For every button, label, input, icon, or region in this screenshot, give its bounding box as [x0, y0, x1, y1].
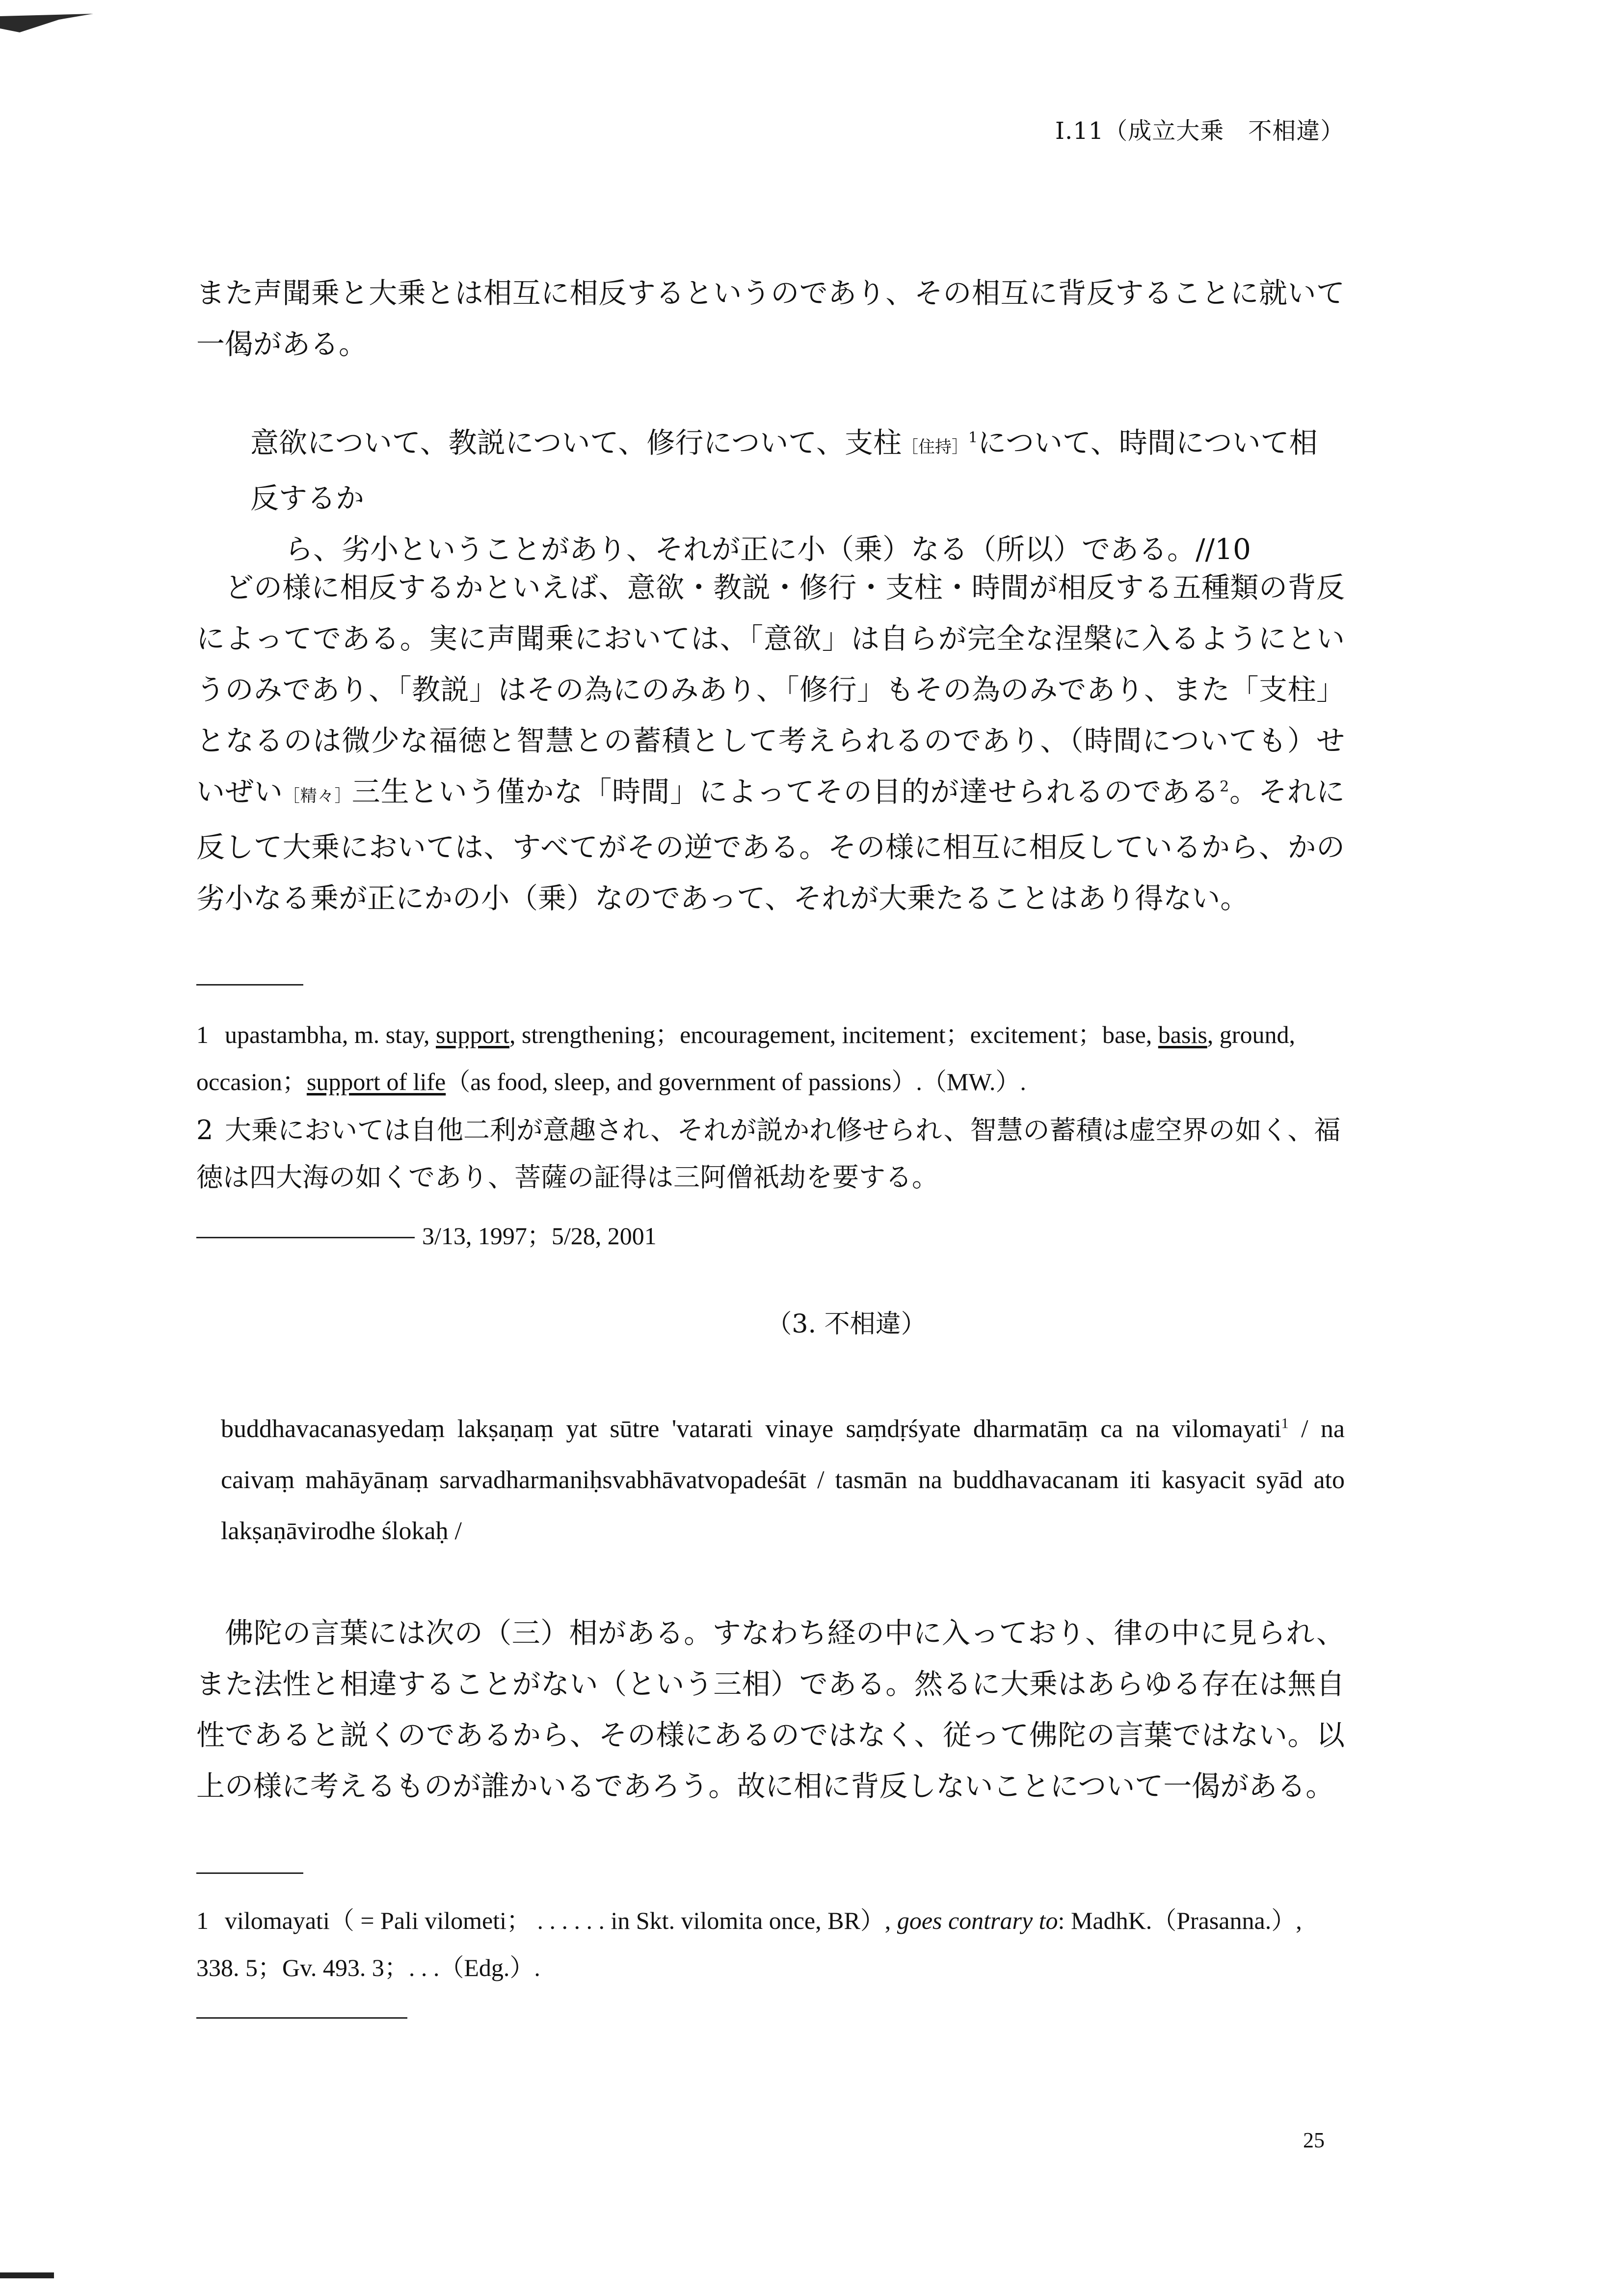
underlined-term: support of life [306, 1068, 446, 1095]
italic-term: goes contrary to [897, 1907, 1058, 1934]
footnote-number: 1 [196, 1021, 209, 1048]
verse-line2: ら、劣小ということがあり、それが正に小（乗）なる（所以）である。//10 [285, 533, 1251, 566]
intro-paragraph: また声聞乗と大乗とは相互に相反するというのであり、その相互に背反することに就いて一偈がある。 [196, 276, 1345, 361]
commentary-part1: どの様に相反するかといえば、意欲・教説・修行・支柱・時間が相反する五種類の背反によってである。実に声聞乗においては、「意欲」は自らが完全な涅槃に入るようにというのみであり、「教説」はその為にのみあり、「修行」もその為のみであり、また「支柱」となるのは微少な福徳と智慧との蓄積として考えられるのであり、（時間についても）せいぜい [196, 571, 1345, 808]
footnote-ref-1b[interactable]: 1 [1281, 1415, 1289, 1432]
end-rule [196, 2017, 407, 2019]
footnote-text: , ground, occasion； [196, 1021, 1295, 1095]
commentary-gloss: ［精々］ [283, 786, 352, 806]
translation-text: 佛陀の言葉には次の（三）相がある。すなわち経の中に入っており、律の中に見られ、また法性と相違することがない（という三相）である。然るに大乗はあらゆる存在は無自性であると説くのであるから、その様にあるのではなく、従って佛陀の言葉ではない。以上の様に考えるものが誰かいるであろう。故に相に背反しないことについて一偈がある。 [196, 1616, 1345, 1803]
footnote-text: , strengthening；encouragement, incitement；excitement；base, [509, 1021, 1158, 1048]
footnote-ref-1[interactable]: 1 [968, 429, 978, 447]
sanskrit-text: buddhavacanasyedaṃ lakṣaṇaṃ yat sūtre 'vatarati vinaye saṃdṛśyate dharmatāṃ ca na vilomayati [221, 1415, 1281, 1443]
running-header: I.11（成立大乗 不相違） [1055, 117, 1345, 145]
verse-block [250, 417, 1345, 575]
footnote-text: 大乗においては自他二利が意趣され、それが説かれ修せられ、智慧の蓄積は虚空界の如く、福徳は四大海の如くであり、菩薩の証得は三阿僧祇劫を要する。 [196, 1115, 1341, 1193]
footnote-ref-2[interactable]: 2 [1220, 778, 1229, 796]
sanskrit-passage [221, 1404, 1345, 1557]
commentary-part3: 。それに反して大乗においては、すべてがその逆である。その様に相互に相反しているから、かの劣小なる乗が正にかの小（乗）なのであって、それが大乗たることはあり得ない。 [196, 775, 1345, 915]
scan-edge-mark [0, 2272, 54, 2278]
footnote-number: 2 [196, 1115, 213, 1146]
underlined-term: basis [1158, 1021, 1207, 1048]
footnote-number: 1 [196, 1907, 209, 1934]
commentary-part2: 三生という僅かな「時間」によってその目的が達せられるのである [351, 775, 1220, 808]
date-rule [196, 1237, 415, 1238]
footnote-separator-2 [196, 1872, 303, 1874]
footnote-2 [196, 1107, 1345, 1201]
sanskrit-text: / na caivaṃ mahāyānaṃ sarvadharmaniḥsvabhāvatvopadeśāt / tasmān na buddhavacanam iti kasyacit syād ato lakṣaṇāvirodhe ślokaḥ / [221, 1415, 1345, 1545]
verse-line1-post: について、時間について相反するか [250, 426, 1318, 515]
footnote-1 [196, 1011, 1345, 1105]
section-subtitle: （3. 不相違） [766, 1309, 927, 1339]
footnote-text: （as food, sleep, and government of passions）.（MW.）. [446, 1068, 1026, 1095]
footnote-text: vilomayati（ = Pali vilometi； . . . . . . in Skt. vilomita once, BR）, [225, 1907, 897, 1934]
verse-gloss: ［住持］ [902, 437, 969, 457]
commentary-paragraph [196, 562, 1345, 924]
scan-corner-mark [0, 14, 93, 33]
translation-paragraph [196, 1607, 1345, 1812]
footnote-separator [196, 984, 303, 986]
date-line: 3/13, 1997；5/28, 2001 [422, 1222, 657, 1250]
verse-line1-pre: 意欲について、教説について、修行について、支柱 [250, 426, 902, 459]
footnote-vilomayati [196, 1897, 1345, 1991]
footnote-text: : MadhK.（Prasanna.）, 338. 5；Gv. 493. 3；. . .（Edg.）. [196, 1907, 1302, 1981]
page-number: 25 [1303, 2128, 1325, 2152]
underlined-term: support [436, 1021, 510, 1048]
footnote-text: upastambha, m. stay, [225, 1021, 436, 1048]
